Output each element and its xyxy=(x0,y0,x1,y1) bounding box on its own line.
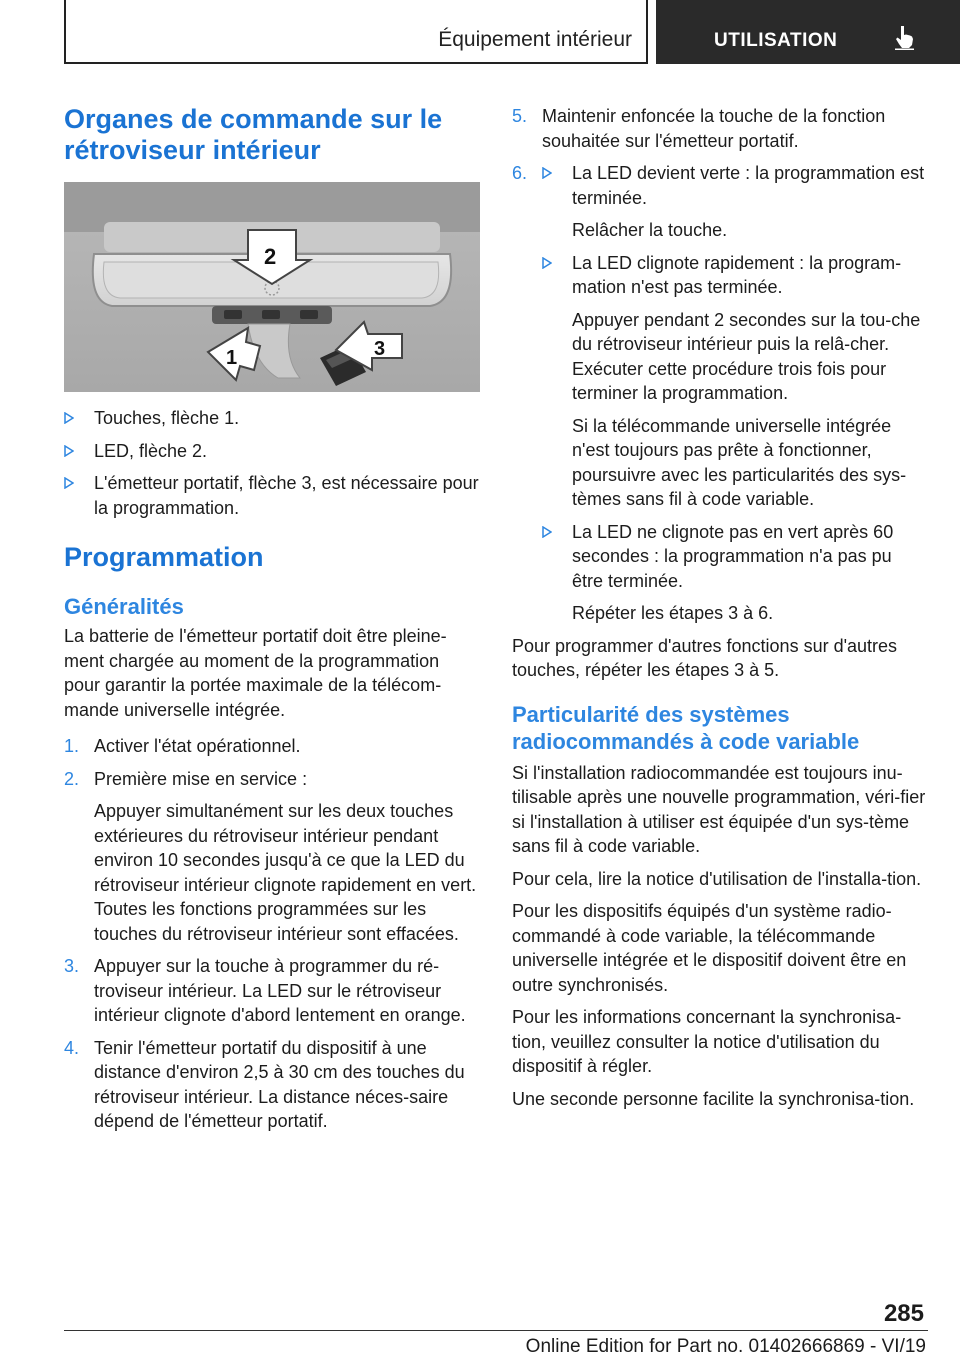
subheading-generalites: Généralités xyxy=(64,594,184,619)
step-text: Maintenir enfoncée la touche de la fonction souhaitée sur l'émetteur portatif. xyxy=(542,106,886,151)
paragraph: Pour les informations concernant la synchronisa-tion, veuillez consulter la notice d'utilisation du dispositif à régler. xyxy=(512,1007,902,1076)
led-status-list xyxy=(542,161,926,626)
bullet-triangle-icon xyxy=(542,257,552,269)
step-text: Tenir l'émetteur portatif du dispositif à une distance d'environ 2,5 à 30 cm des touches du rétroviseur intérieur. La distance néces-saire dépend de l'émetteur portatif. xyxy=(94,1037,465,1131)
left-column xyxy=(64,104,480,1142)
programming-steps-continued xyxy=(512,104,926,626)
paragraph: Pour cela, lire la notice d'utilisation de l'installa-tion. xyxy=(512,868,922,889)
figure-callout-3: 3 xyxy=(374,338,386,360)
step-text: Activer l'état opérationnel. xyxy=(94,736,301,756)
status-text: La LED clignote rapidement : la program-mation n'est pas terminée. xyxy=(572,252,902,297)
page-number: 285 xyxy=(883,1300,924,1327)
bullet-triangle-icon xyxy=(542,167,552,179)
status-detail: Répéter les étapes 3 à 6. xyxy=(572,603,774,623)
bullet-triangle-icon xyxy=(64,445,74,457)
list-item xyxy=(64,406,480,431)
pointing-hand-icon xyxy=(892,24,918,50)
status-detail: Si la télécommande universelle intégrée n'est toujours pas prête à fonctionner, poursuivre avec les particularités des sys-tèmes sans fil à code variable. xyxy=(572,415,907,509)
bullet-triangle-icon xyxy=(542,526,552,538)
additional-functions-paragraph: Pour programmer d'autres fonctions sur d'autres touches, répéter les étapes 3 à 5. xyxy=(512,635,898,680)
status-text: La LED ne clignote pas en vert après 60 secondes : la programmation n'a pas pu être terminée. xyxy=(572,521,894,591)
section-tab xyxy=(64,0,648,64)
programming-steps xyxy=(64,734,480,1134)
section-heading-controls: Organes de commande sur le rétroviseur intérieur xyxy=(64,104,443,165)
step-text: Première mise en service : xyxy=(94,768,308,789)
step-detail: Appuyer simultanément sur les deux touches extérieures du rétroviseur intérieur pendant environ 10 secondes jusqu'à ce que la LED du rétroviseur intérieur clignote rapidement en vert. Toutes les fonctions programmées sur les touches du rétroviseur intérieur sont effacées. xyxy=(94,801,477,944)
step-number: 6. xyxy=(512,163,528,183)
paragraph: Une seconde personne facilite la synchronisa-tion. xyxy=(512,1088,915,1109)
list-item xyxy=(512,104,926,153)
page-header xyxy=(64,0,960,64)
status-detail: Relâcher la touche. xyxy=(572,220,728,240)
list-item xyxy=(542,161,926,243)
figure-callout-1: 1 xyxy=(226,347,238,369)
chapter-tab xyxy=(656,0,960,64)
edition-note: Online Edition for Part no. 01402666869 - VI/19 xyxy=(525,1336,926,1357)
rearview-mirror-illustration xyxy=(64,182,480,392)
step-number: 1. xyxy=(64,736,80,756)
figure-callout-2: 2 xyxy=(264,244,277,269)
list-item xyxy=(64,439,480,464)
list-item xyxy=(64,471,480,520)
list-item xyxy=(64,1036,480,1134)
chapter-title: UTILISATION xyxy=(714,30,838,51)
paragraph: Si l'installation radiocommandée est toujours inu-tilisable après une nouvelle programmation, véri-fier si l'installation à utiliser est équipée d'un sys-tème sans fil à code variable. xyxy=(512,762,926,856)
step-number: 2. xyxy=(64,768,80,789)
step-number: 4. xyxy=(64,1037,80,1058)
list-item xyxy=(542,251,926,512)
bullet-triangle-icon xyxy=(64,412,74,424)
list-item-text: L'émetteur portatif, flèche 3, est nécessaire pour la programmation. xyxy=(94,473,479,518)
right-column xyxy=(512,104,926,1119)
list-item xyxy=(64,734,480,759)
list-item xyxy=(512,161,926,626)
paragraph: Pour les dispositifs équipés d'un système radio-commandé à code variable, la télécommande universelle intégrée et le dispositif doivent être en outre synchronisés. xyxy=(512,901,907,995)
status-detail: Appuyer pendant 2 secondes sur la tou-che du rétroviseur intérieur puis la relâ-cher. Exécuter cette procédure trois fois pour terminer la programmation. xyxy=(572,309,921,403)
bullet-triangle-icon xyxy=(64,477,74,489)
step-number: 3. xyxy=(64,956,80,976)
list-item xyxy=(64,767,480,947)
step-text: Appuyer sur la touche à programmer du ré-troviseur intérieur. La LED sur le rétroviseur intérieur clignote d'abord lentement en orange. xyxy=(94,956,466,1025)
status-text: La LED devient verte : la programmation est terminée. xyxy=(572,163,925,208)
generalites-paragraph: La batterie de l'émetteur portatif doit être pleine-ment chargée au moment de la programmation pour garantir la portée maximale de la télécom-mande universelle intégrée. xyxy=(64,626,447,720)
section-title: Équipement intérieur xyxy=(438,28,632,51)
subheading-rolling-code: Particularité des systèmes radiocommandés à code variable xyxy=(512,701,860,754)
controls-list xyxy=(64,406,480,520)
list-item xyxy=(64,954,480,1028)
list-item xyxy=(542,520,926,626)
footer-divider xyxy=(64,1330,928,1331)
step-number: 5. xyxy=(512,106,528,126)
section-heading-programmation: Programmation xyxy=(64,542,264,572)
list-item-text: LED, flèche 2. xyxy=(94,440,208,461)
list-item-text: Touches, flèche 1. xyxy=(94,408,240,428)
